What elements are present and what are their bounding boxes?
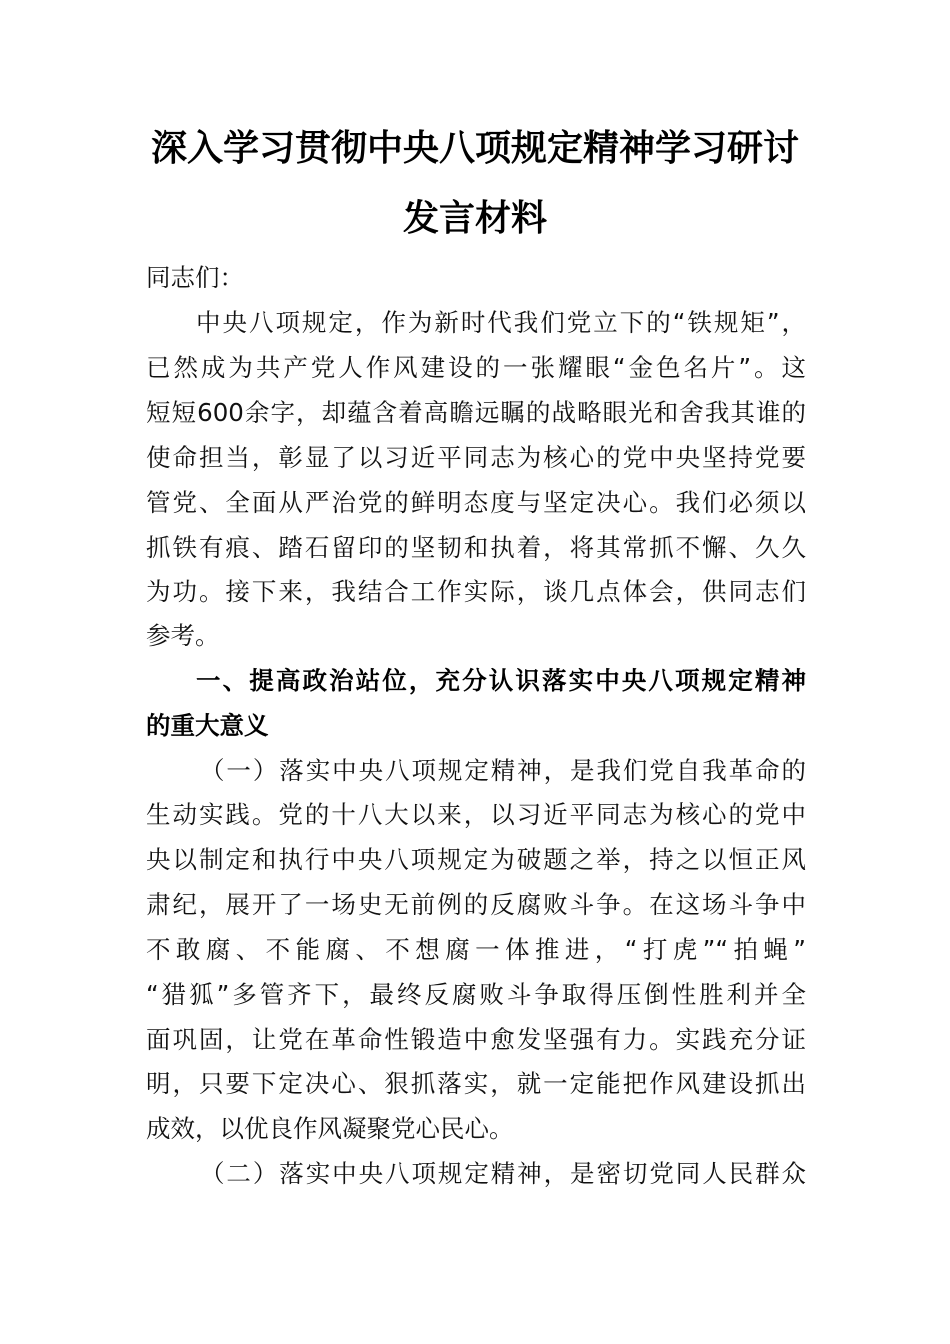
paragraph-2-line-7: 面巩固，让党在革命性锻造中愈发坚强有力。实践充分证 (146, 1025, 806, 1054)
paragraph-1-line-5: 管党、全面从严治党的鲜明态度与坚定决心。我们必须以 (146, 488, 806, 517)
paragraph-2-line-6: “猎狐”多管齐下，最终反腐败斗争取得压倒性胜利并全 (146, 980, 806, 1009)
paragraph-1-line-8: 参考。 (146, 621, 220, 650)
document-title-line-2: 发言材料 (402, 197, 547, 239)
paragraph-1-line-6: 抓铁有痕、踏石留印的坚韧和执着，将其常抓不懈、久久 (146, 533, 806, 562)
paragraph-2-line-2: 生动实践。党的十八大以来，以习近平同志为核心的党中 (146, 800, 806, 829)
paragraph-2-line-9: 成效，以优良作风凝聚党心民心。 (146, 1114, 514, 1143)
paragraph-2-line-8: 明，只要下定决心、狠抓落实，就一定能把作风建设抓出 (146, 1069, 806, 1098)
document-title-line-1: 深入学习贯彻中央八项规定精神学习研讨 (150, 127, 799, 169)
paragraph-2-line-1: （一）落实中央八项规定精神，是我们党自我革命的 (200, 756, 806, 785)
paragraph-1-line-7: 为功。接下来，我结合工作实际，谈几点体会，供同志们 (146, 577, 806, 606)
salutation: 同志们： (146, 263, 244, 292)
paragraph-2-line-4: 肃纪，展开了一场史无前例的反腐败斗争。在这场斗争中 (146, 890, 806, 919)
paragraph-1-line-1: 中央八项规定，作为新时代我们党立下的“铁规矩”， (196, 308, 806, 337)
paragraph-3-line-1: （二）落实中央八项规定精神，是密切党同人民群众 (200, 1159, 806, 1188)
paragraph-2-line-3: 央以制定和执行中央八项规定为破题之举，持之以恒正风 (146, 845, 806, 874)
section-heading-1-line-2: 的重大意义 (146, 711, 269, 740)
section-heading-1-line-1: 一、提高政治站位，充分认识落实中央八项规定精神 (196, 666, 806, 695)
paragraph-1-line-2: 已然成为共产党人作风建设的一张耀眼“金色名片”。这 (146, 353, 806, 382)
paragraph-1-line-3: 短短600余字，却蕴含着高瞻远瞩的战略眼光和舍我其谁的 (146, 398, 806, 427)
paragraph-1-line-4: 使命担当，彰显了以习近平同志为核心的党中央坚持党要 (146, 443, 806, 472)
paragraph-2-line-5: 不敢腐、不能腐、不想腐一体推进，“打虎”“拍蝇” (146, 935, 806, 964)
